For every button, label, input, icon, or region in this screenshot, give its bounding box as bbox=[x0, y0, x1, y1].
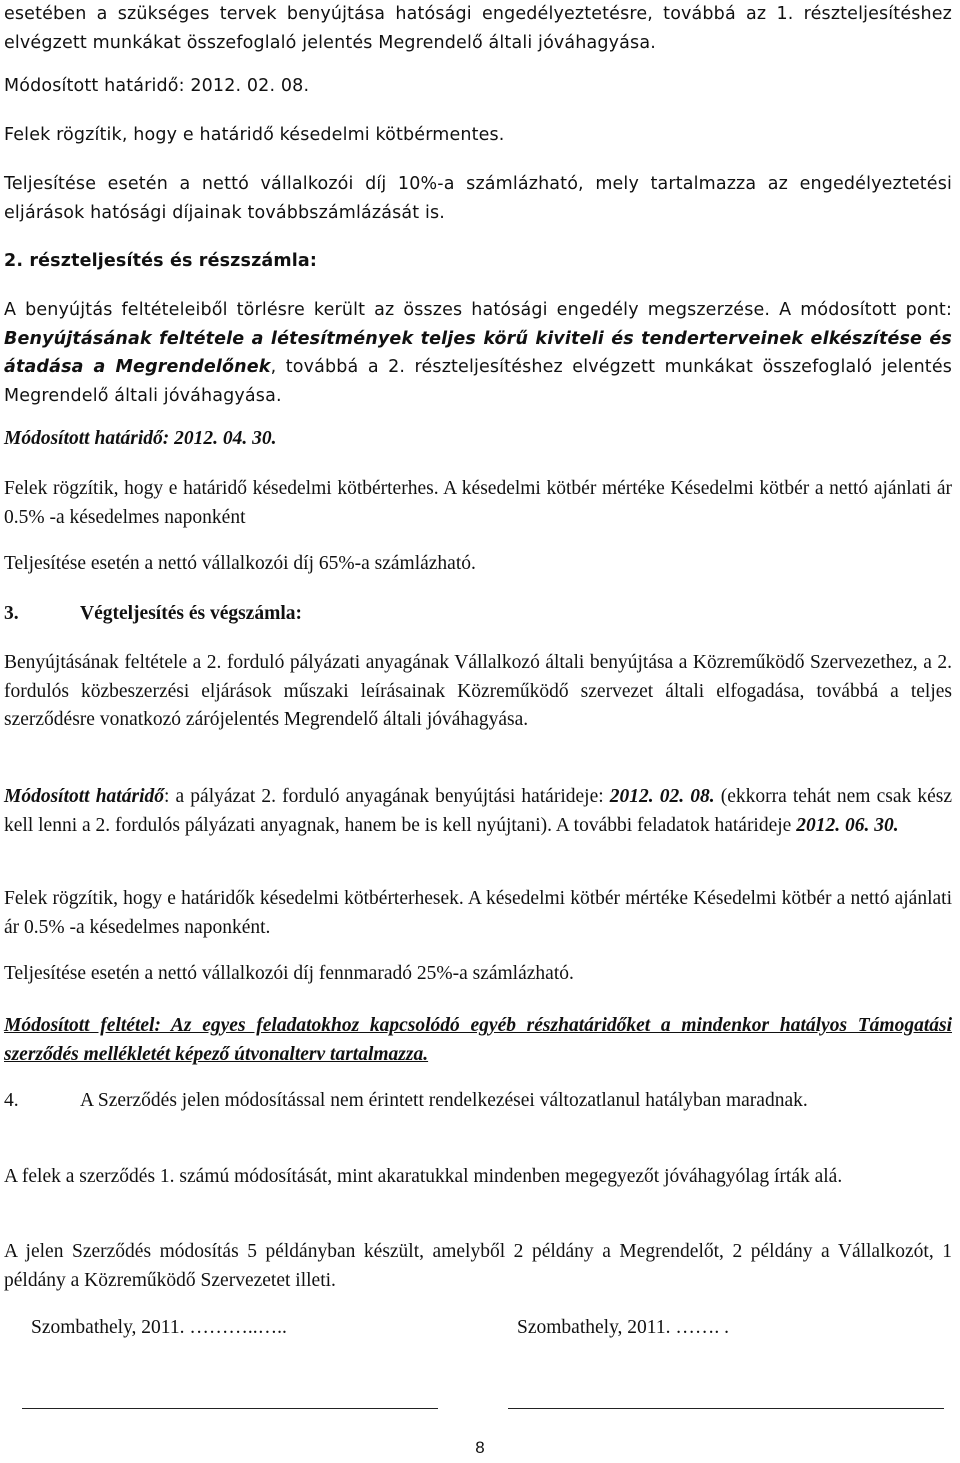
signature-line-right bbox=[508, 1408, 944, 1409]
paragraph-modified-deadline-2: Módosított határidő: 2012. 04. 30. bbox=[4, 428, 277, 449]
paragraph-payment-25: Teljesítése esetén a nettó vállalkozói díj fennmaradó 25%-a számlázható. bbox=[4, 963, 574, 984]
paragraph-copies: A jelen Szerződés módosítás 5 példányban készült, amelyből 2 példány a Megrendelőt, 2 példány a Vállalkozót, 1 példány a Közreműködő Szervezetet illeti. bbox=[4, 1241, 952, 1291]
clause-number: 4. bbox=[4, 1090, 19, 1111]
paragraph-payment-65: Teljesítése esetén a nettó vállalkozói díj 65%-a számlázható. bbox=[4, 553, 476, 574]
text-modified-point: Benyújtásának feltétele a létesítmények teljes körű kiviteli és tenderterveinek elkészítése és átadása a Megrendelőnek bbox=[4, 328, 952, 377]
paragraph-partial-delivery-2-conditions bbox=[4, 296, 952, 410]
paragraph-deadline-context: esetében a szükséges tervek benyújtása hatósági engedélyeztetésre, továbbá az 1. részteljesítéshez elvégzett munkákat összefoglaló jelentés Megrendelő általi jóváhagyása. bbox=[4, 4, 952, 53]
text-modified-point-intro: A módosított pont: bbox=[770, 300, 952, 320]
paragraph-approval: A felek a szerződés 1. számú módosítását, mint akaratukkal mindenben megegyezőt jóváhagyólag írták alá. bbox=[4, 1166, 843, 1187]
heading-text: Végteljesítés és végszámla: bbox=[80, 603, 302, 624]
paragraph-modified-deadline-3 bbox=[4, 783, 952, 840]
heading-partial-delivery-2: 2. részteljesítés és részszámla: bbox=[4, 251, 318, 271]
paragraph-modified-condition: Módosított feltétel: Az egyes feladatokhoz kapcsolódó egyéb részhatáridőket a mindenkor hatályos Támogatási szerződés mellékletét képező útvonalterv tartalmazza. bbox=[4, 1015, 952, 1065]
signature-line-left bbox=[22, 1408, 438, 1409]
paragraph-payment-10: Teljesítése esetén a nettó vállalkozói díj 10%-a számlázható, mely tartalmazza az engedélyeztetési eljárások hatósági díjainak továbbszámlázását is. bbox=[4, 174, 952, 223]
signature-date-left: Szombathely, 2011. ………..….. bbox=[31, 1317, 287, 1338]
signature-date-right: Szombathely, 2011. ……. . bbox=[517, 1317, 729, 1338]
paragraph-penalty-free: Felek rögzítik, hogy e határidő késedelmi kötbérmentes. bbox=[4, 125, 505, 145]
text-modified-deadline-label: Módosított határidő bbox=[4, 786, 164, 807]
clause-text: A Szerződés jelen módosítással nem érintett rendelkezései változatlanul hatályban maradnak. bbox=[80, 1090, 808, 1111]
text-date-submission: 2012. 02. 08. bbox=[609, 786, 715, 807]
heading-number: 3. bbox=[4, 603, 19, 624]
paragraph-modified-deadline-1: Módosított határidő: 2012. 02. 08. bbox=[4, 76, 310, 96]
paragraph-penalties-final: Felek rögzítik, hogy e határidők késedelmi kötbérterhesek. A késedelmi kötbér mértéke Késedelmi kötbér a nettó ajánlati ár 0.5% -a késedelmes naponként. bbox=[4, 888, 952, 938]
paragraph-penalty-applies: Felek rögzítik, hogy e határidő késedelmi kötbérterhes. A késedelmi kötbér mértéke Késedelmi kötbér a nettó ajánlati ár 0.5% -a késedelmes naponként bbox=[4, 478, 952, 528]
page-number: 8 bbox=[475, 1438, 485, 1457]
text-removed-condition: A benyújtás feltételeiből törlésre került az összes hatósági engedély megszerzése. bbox=[4, 300, 771, 320]
text-deadline-detail: (ekkorra tehát nem csak kész kell lenni a 2. fordulós pályázati anyagnak, hanem be is kell nyújtani). A további feladatok határideje bbox=[4, 786, 952, 836]
text-deadline-description: : a pályázat 2. forduló anyagának benyújtási határideje: bbox=[163, 786, 610, 807]
text-approval: , továbbá a 2. részteljesítéshez elvégzett munkákat összefoglaló jelentés Megrendelő általi jóváhagyása. bbox=[4, 357, 953, 406]
text-date-final: 2012. 06. 30. bbox=[796, 814, 899, 836]
paragraph-final-delivery-conditions: Benyújtásának feltétele a 2. forduló pályázati anyagának Vállalkozó általi benyújtása a Közreműködő Szervezethez, a 2. fordulós közbeszerzési eljárások műszaki leírásainak Közreműködő szervezet általi elfogadása, továbbá a teljes szerződésre vonatkozó zárójelentés Megrendelő általi jóváhagyása. bbox=[4, 652, 952, 730]
paragraph-clause-4 bbox=[4, 1087, 952, 1116]
heading-final-delivery bbox=[4, 600, 952, 629]
